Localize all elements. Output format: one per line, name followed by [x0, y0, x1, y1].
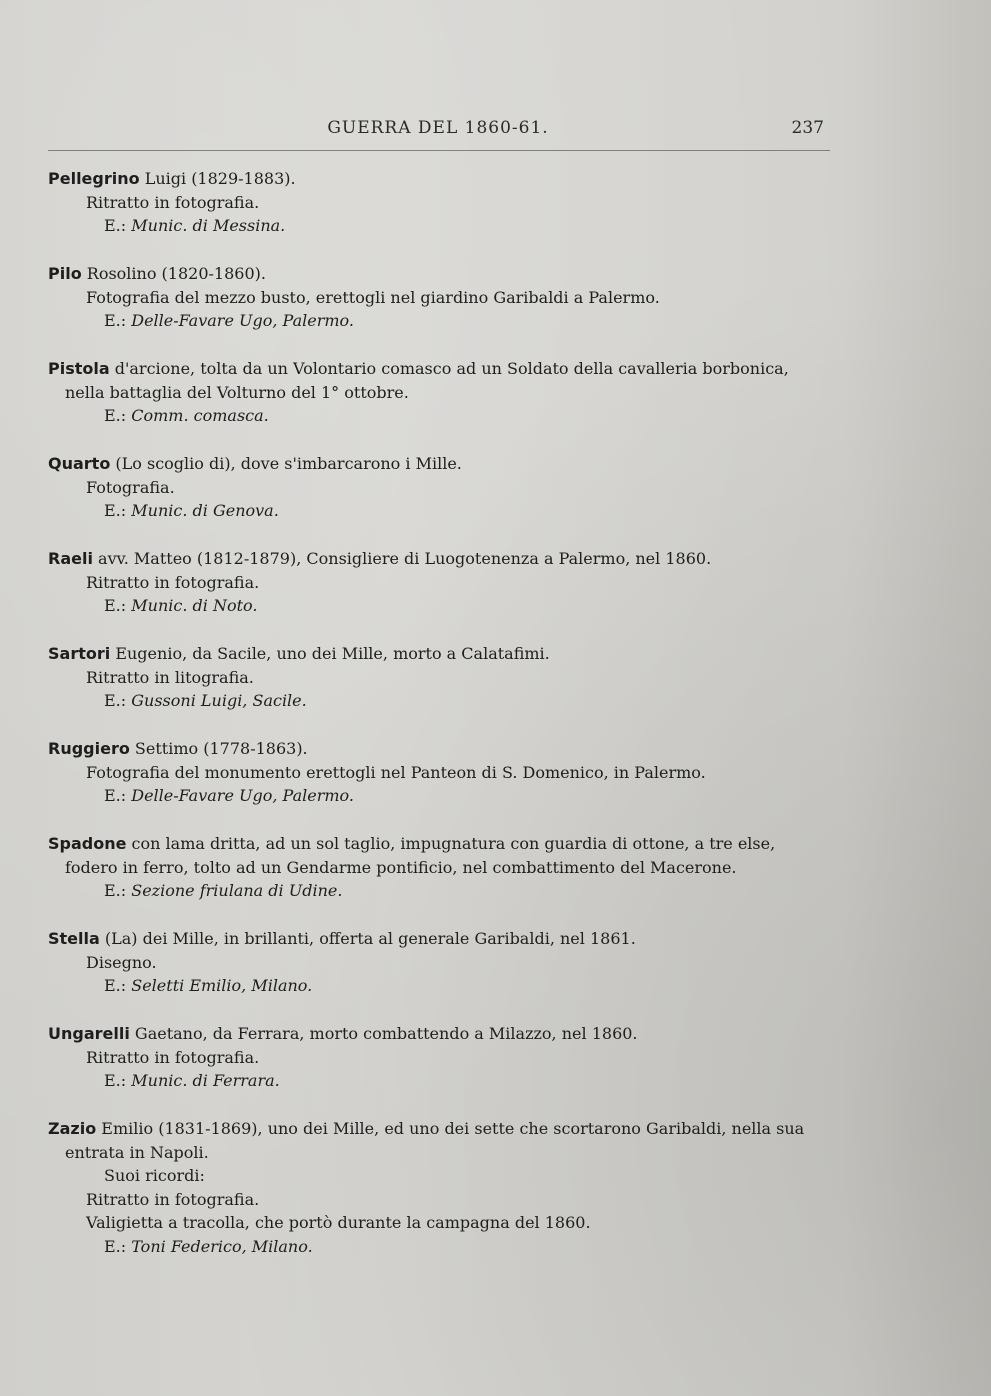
entry-heading-text: (Lo scoglio di), dove s'imbarcarono i Mille.: [110, 454, 462, 473]
entry-exhibitor: [48, 1235, 838, 1259]
exhibitor-label: E.:: [104, 596, 132, 615]
entry-heading-text: (La) dei Mille, in brillanti, offerta al generale Garibaldi, nel 1861.: [99, 929, 636, 948]
entry-lead-word: Ruggiero: [48, 739, 130, 758]
exhibitor-label: E.:: [104, 406, 132, 425]
entry-heading-text: Settimo (1778-1863).: [129, 739, 308, 758]
entry-lead-word: Quarto: [48, 454, 111, 473]
entry-description: Fotografia del monumento erettogli nel Panteon di S. Domenico, in Palermo.: [86, 762, 706, 782]
exhibitor-name: Toni Federico, Milano.: [131, 1236, 313, 1256]
header-rule: [48, 150, 830, 151]
entry-heading: [48, 927, 838, 951]
entry-description: Ritratto in fotografia.: [86, 572, 260, 592]
exhibitor-label: E.:: [104, 1071, 132, 1090]
entry-description: Fotografia del mezzo busto, erettogli nel giardino Garibaldi a Palermo.: [86, 287, 660, 307]
entry-heading-text: Luigi (1829-1883).: [139, 169, 296, 188]
exhibitor-label: E.:: [104, 1236, 132, 1256]
entry-exhibitor: [48, 784, 838, 808]
entry-heading: [48, 167, 838, 191]
exhibitor-label: E.:: [104, 216, 132, 235]
entry-exhibitor: [48, 309, 838, 333]
entry-heading-text: Eugenio, da Sacile, uno dei Mille, morto a Calatafimi.: [110, 644, 550, 663]
entry: [48, 927, 838, 998]
entry-heading-continuation: entrata in Napoli.: [65, 1142, 209, 1162]
exhibitor-label: E.:: [104, 691, 132, 710]
entry-exhibitor: [48, 214, 838, 238]
exhibitor-name: Delle-Favare Ugo, Palermo.: [131, 311, 354, 330]
entry-heading-continuation: nella battaglia del Volturno del 1° ottobre.: [65, 382, 409, 402]
exhibitor-label: E.:: [104, 501, 132, 520]
exhibitor-name: Munic. di Genova.: [131, 501, 279, 520]
exhibitor-name: Comm. comasca.: [131, 406, 269, 425]
entry-lead-word: Pilo: [48, 264, 82, 283]
exhibitor-label: E.:: [104, 881, 132, 900]
entry: [48, 547, 838, 618]
entry-lead-word: Spadone: [48, 834, 127, 853]
entry: [48, 642, 838, 713]
entry-description: Ritratto in litografia.: [86, 667, 254, 687]
entry-heading: [48, 737, 838, 761]
entry-heading-text: Rosolino (1820-1860).: [81, 264, 266, 283]
entry-lead-word: Stella: [48, 929, 100, 948]
entry-heading-text: con lama dritta, ad un sol taglio, impugnatura con guardia di ottone, a tre else,: [126, 834, 776, 853]
entry-exhibitor: [48, 499, 838, 523]
exhibitor-name: Gussoni Luigi, Sacile.: [131, 691, 307, 710]
entry: [48, 1117, 838, 1258]
entry-heading: [48, 1022, 838, 1046]
entry-description: Ritratto in fotografia.: [86, 1189, 260, 1209]
entry-heading: [48, 1117, 838, 1141]
entry-description: Valigietta a tracolla, che portò durante la campagna del 1860.: [86, 1213, 591, 1232]
entry: [48, 737, 838, 808]
exhibitor-name: Munic. di Messina.: [131, 216, 286, 235]
entry-exhibitor: [48, 404, 838, 428]
entry-lead-word: Pistola: [48, 359, 110, 378]
entry: [48, 262, 838, 333]
exhibitor-name: Delle-Favare Ugo, Palermo.: [131, 786, 354, 805]
entry-exhibitor: [48, 879, 838, 903]
exhibitor-label: E.:: [104, 311, 132, 330]
page-header: [48, 118, 828, 144]
entry-list: [48, 167, 838, 1283]
entry-heading-continuation: fodero in ferro, tolto ad un Gendarme pontificio, nel combattimento del Macerone.: [65, 857, 737, 877]
entry-heading: [48, 357, 838, 381]
entry-exhibitor: [48, 594, 838, 618]
entry: [48, 167, 838, 238]
entry-lead-word: Sartori: [48, 644, 111, 663]
exhibitor-label: E.:: [104, 786, 132, 805]
entry-heading-text: Emilio (1831-1869), uno dei Mille, ed uno dei sette che scortarono Garibaldi, nella sua: [96, 1119, 805, 1138]
entry-lead-word: Ungarelli: [48, 1024, 130, 1043]
page-number: 237: [791, 118, 824, 138]
entry-heading: [48, 642, 838, 666]
exhibitor-name: Munic. di Noto.: [131, 596, 258, 615]
entry-description: Ritratto in fotografia.: [86, 1047, 260, 1067]
entry: [48, 1022, 838, 1093]
entry-heading-text: avv. Matteo (1812-1879), Consigliere di Luogotenenza a Palermo, nel 1860.: [92, 549, 712, 568]
entry-lead-word: Pellegrino: [48, 169, 140, 188]
entry: [48, 832, 838, 903]
entry-heading-text: d'arcione, tolta da un Volontario comasco ad un Soldato della cavalleria borbonica,: [109, 359, 789, 378]
entry-exhibitor: [48, 974, 838, 998]
exhibitor-label: E.:: [104, 976, 132, 995]
entry-description: Disegno.: [86, 952, 157, 972]
entry-lead-word: Raeli: [48, 549, 93, 568]
entry-heading: [48, 832, 838, 856]
entry-heading: [48, 452, 838, 476]
entry-description: Fotografia.: [86, 477, 175, 497]
entry: [48, 452, 838, 523]
entry-lead-word: Zazio: [48, 1119, 97, 1138]
exhibitor-name: Sezione friulana di Udine.: [131, 881, 343, 900]
entry-exhibitor: [48, 1069, 838, 1093]
entry-heading-text: Gaetano, da Ferrara, morto combattendo a Milazzo, nel 1860.: [129, 1024, 638, 1043]
exhibitor-name: Seletti Emilio, Milano.: [131, 976, 313, 995]
entry-exhibitor: [48, 689, 838, 713]
running-title: GUERRA DEL 1860-61.: [327, 118, 549, 138]
entry: [48, 357, 838, 428]
exhibitor-name: Munic. di Ferrara.: [131, 1071, 280, 1090]
entry-heading: [48, 547, 838, 571]
entry-subheading: Suoi ricordi:: [104, 1166, 205, 1185]
entry-description: Ritratto in fotografia.: [86, 192, 260, 212]
entry-heading: [48, 262, 838, 286]
